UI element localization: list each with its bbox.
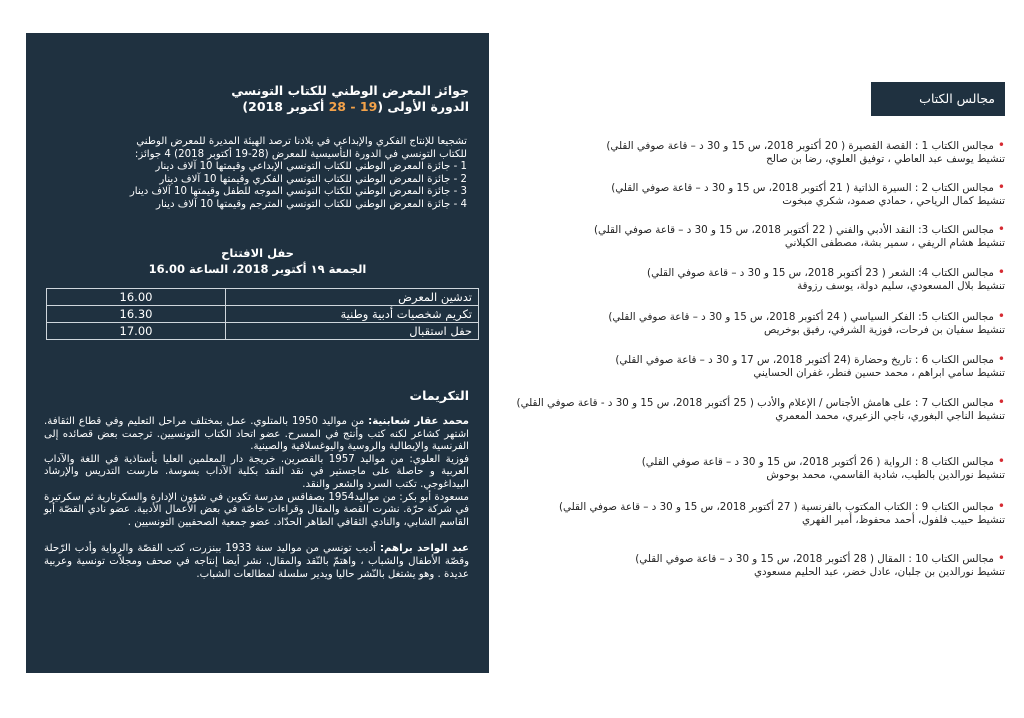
council-title: مجالس الكتاب 7 : على هامش الأجناس / الإعلام والأدب ( 25 أكتوبر 2018، س 15 و 30 د - قاعة صوفي القلي) bbox=[516, 397, 994, 409]
council-hosts: تنشيط بلال المسعودي، سليم دولة، يوسف رزوقة bbox=[797, 280, 1005, 292]
council-title: مجالس الكتاب 1 : القصة القصيرة ( 20 أكتوبر 2018، س 15 و 30 د – قاعة صوفي القلي) bbox=[606, 140, 994, 152]
session-dates: 19 - 28 bbox=[328, 99, 378, 114]
council-hosts: تنشيط نورالدين بالطيب، شادية القاسمي، محمد بوحوش bbox=[766, 469, 1005, 481]
council-title: مجالس الكتاب 4: الشعر ( 23 أكتوبر 2018، س 15 و 30 د – قاعة صوفي القلي) bbox=[647, 267, 994, 279]
bullet-icon: • bbox=[997, 309, 1005, 323]
intro-line: تشجيعا للإنتاج الفكري والإبداعي في بلادنا ترصد الهيئة المديرة للمعرض الوطني bbox=[136, 136, 467, 147]
honoree-name: عبد الواحد براهم: bbox=[379, 543, 469, 555]
council-hosts: تنشيط يوسف عبد العاطي ، توفيق العلوي، رضا بن صالح bbox=[766, 153, 1005, 165]
list-item bbox=[515, 500, 1005, 527]
honoree-name: محمد عقار شعابنية: bbox=[368, 416, 469, 427]
schedule-event: حفل استقبال bbox=[226, 323, 479, 340]
council-title: مجالس الكتاب 6 : تاريخ وحضارة (24 أكتوبر 2018، س 17 و 30 د – قاعة صوفي القلي) bbox=[615, 354, 994, 366]
schedule-event: تكريم شخصيات أدبية وطنية bbox=[226, 306, 479, 323]
bullet-icon: • bbox=[997, 454, 1005, 468]
council-hosts: تنشيط هشام الريفي ، سمير بشة، مصطفى الكيلاني bbox=[784, 237, 1005, 249]
awards-title: جوائز المعرض الوطني للكتاب التونسي bbox=[231, 83, 469, 98]
council-hosts: تنشيط كمال الرياحي ، حمادي صمود، شكري مبخوت bbox=[782, 195, 1005, 207]
council-hosts: تنشيط سفيان بن فرحات، فوزية الشرفي، رفيق بوخريص bbox=[763, 324, 1005, 336]
bullet-icon: • bbox=[997, 180, 1005, 194]
council-title: مجالس الكتاب 8 : الرواية ( 26 أكتوبر 2018، س 15 و 30 د – قاعة صوفي القلي) bbox=[641, 456, 994, 468]
list-item bbox=[515, 181, 1005, 208]
intro-line: للكتاب التونسي في الدورة التأسيسية للمعرض (28-19 أكتوبر 2018) 4 جوائز: bbox=[134, 148, 467, 160]
council-hosts: تنشيط الناجي البغوري، ناجي الزعيري، محمد المعمري bbox=[775, 410, 1005, 422]
bullet-icon: • bbox=[997, 352, 1005, 366]
schedule-event: تدشين المعرض bbox=[226, 289, 479, 306]
intro-line: 3 - جائزة المعرض الوطني للكتاب التونسي الموجه للطفل وقيمتها 10 آلاف دينار bbox=[129, 186, 467, 197]
bullet-icon: • bbox=[997, 222, 1005, 236]
bullet-icon: • bbox=[997, 138, 1005, 152]
table-row bbox=[47, 289, 479, 306]
list-item bbox=[515, 223, 1005, 250]
opening-heading bbox=[26, 245, 489, 277]
awards-panel bbox=[26, 33, 489, 673]
honors-text bbox=[44, 416, 469, 581]
council-hosts: تنشيط حبيب فلفول، أحمد محفوظ، أمير الفهري bbox=[801, 514, 1005, 526]
intro-line: 1 - جائزة المعرض الوطني للكتاب التونسي الإبداعي وقيمتها 10 آلاف دينار bbox=[155, 161, 467, 172]
list-item bbox=[515, 139, 1005, 166]
bullet-icon: • bbox=[997, 551, 1005, 565]
schedule-time: 16.00 bbox=[47, 289, 226, 306]
council-title: مجالس الكتاب 5: الفكر السياسي ( 24 أكتوبر 2018، س 15 و 30 د – قاعة صوفي القلي) bbox=[608, 311, 994, 323]
honor-paragraph: عبد الواحد براهم: أديب تونسي من مواليد سنة 1933 ببنزرت، كتب القصّة والرواية وأدب الرّحلة وقصّة الأطفال والشباب ، واهتمّ بالنّقد والمقال. نشر أيضا إنتاجه في صحف ومجلاّت تونسية وعربية عديدة . وهو يشتغل بالنّشر حاليا ويدير سلسلة لمطالعات الشباب. bbox=[44, 543, 469, 580]
table-row bbox=[47, 323, 479, 340]
council-title: مجالس الكتاب 9 : الكتاب المكتوب بالفرنسية ( 27 أكتوبر 2018، س 15 و 30 د – قاعة صوفي القلي) bbox=[558, 501, 994, 513]
council-title: مجالس الكتاب 2 : السيرة الذاتية ( 21 أكتوبر 2018، س 15 و 30 د – قاعة صوفي القلي) bbox=[611, 182, 994, 194]
awards-intro bbox=[47, 136, 467, 211]
schedule-time: 17.00 bbox=[47, 323, 226, 340]
list-item bbox=[515, 552, 1005, 579]
list-item bbox=[515, 396, 1005, 423]
opening-schedule-table bbox=[46, 288, 479, 340]
table-row bbox=[47, 306, 479, 323]
bullet-icon: • bbox=[997, 499, 1005, 513]
honors-title: التكريمات bbox=[409, 388, 469, 403]
awards-session: الدورة الأولى (19 - 28 أكتوبر 2018) bbox=[242, 99, 469, 114]
council-title: مجالس الكتاب 3: النقد الأدبي والفني ( 22 أكتوبر 2018، س 15 و 30 د – قاعة صوفي القلي) bbox=[593, 224, 994, 236]
opening-date: الجمعة ١٩ أكتوبر 2018، الساعة 16.00 bbox=[148, 262, 367, 276]
council-hosts: تنشيط نورالدين بن جلبان، عادل خضر، عبد الحليم مسعودي bbox=[753, 566, 1005, 578]
list-item bbox=[515, 353, 1005, 380]
list-item bbox=[515, 455, 1005, 482]
schedule-time: 16.30 bbox=[47, 306, 226, 323]
council-hosts: تنشيط سامي ابراهم ، محمد حسين فنطر، غفران الحسايني bbox=[753, 367, 1005, 379]
opening-title: حفل الافتتاح bbox=[221, 246, 294, 260]
intro-line: 4 - جائزة المعرض الوطني للكتاب التونسي المترجم وقيمتها 10 آلاف دينار bbox=[156, 198, 467, 210]
list-item bbox=[515, 266, 1005, 293]
councils-header: مجالس الكتاب bbox=[871, 82, 1005, 116]
bullet-icon: • bbox=[997, 265, 1005, 279]
honor-paragraph: مسعودة أبو بكر: من مواليد1954 بصفاقس مدرسة تكوين في شؤون الإدارة والسكرتارية ثم سكرتيرة في شركة حرّة. نشرت القصة والمقال وقراءات خاصّة في بعض الأعمال الأدبية. عضو نادي القصّة أبو القاسم الشابي، والنادي الثقافي الطاهر الحدّاد. عضو جمعية الصحفيين التونسيين . bbox=[44, 491, 470, 528]
honor-paragraph: فوزية العلوي: من مواليد 1957 بالقصرين. خريجة دار المعلمين العليا بأستاذية في اللغة والآداب العربية و حاصلة على ماجستير في نقد النقد بكلية الآداب بسوسة. مارست التدريس والإرشاد البيداغوجي. تكتب السرد والشعر والنقد. bbox=[44, 453, 469, 490]
honor-paragraph: محمد عقار شعابنية: من مواليد 1950 بالمتلوي. عمل بمختلف مراحل التعليم وفي قطاع الثقافة. اشتهر كشاعر لكنه كتب وأنتج في المسرح. عضو اتحاد الكتاب التونسيين. ترجمت بعض قصائده إلى الفرنسية والإيطالية والروسية واليوغسلافية والصينية. bbox=[44, 416, 469, 453]
bullet-icon: • bbox=[997, 395, 1005, 409]
awards-title-block bbox=[49, 83, 469, 115]
list-item bbox=[515, 310, 1005, 337]
council-title: مجالس الكتاب 10 : المقال ( 28 أكتوبر 2018، س 15 و 30 د – قاعة صوفي القلي) bbox=[635, 553, 994, 565]
intro-line: 2 - جائزة المعرض الوطني للكتاب التونسي الفكري وقيمتها 10 آلاف دينار bbox=[159, 173, 467, 185]
